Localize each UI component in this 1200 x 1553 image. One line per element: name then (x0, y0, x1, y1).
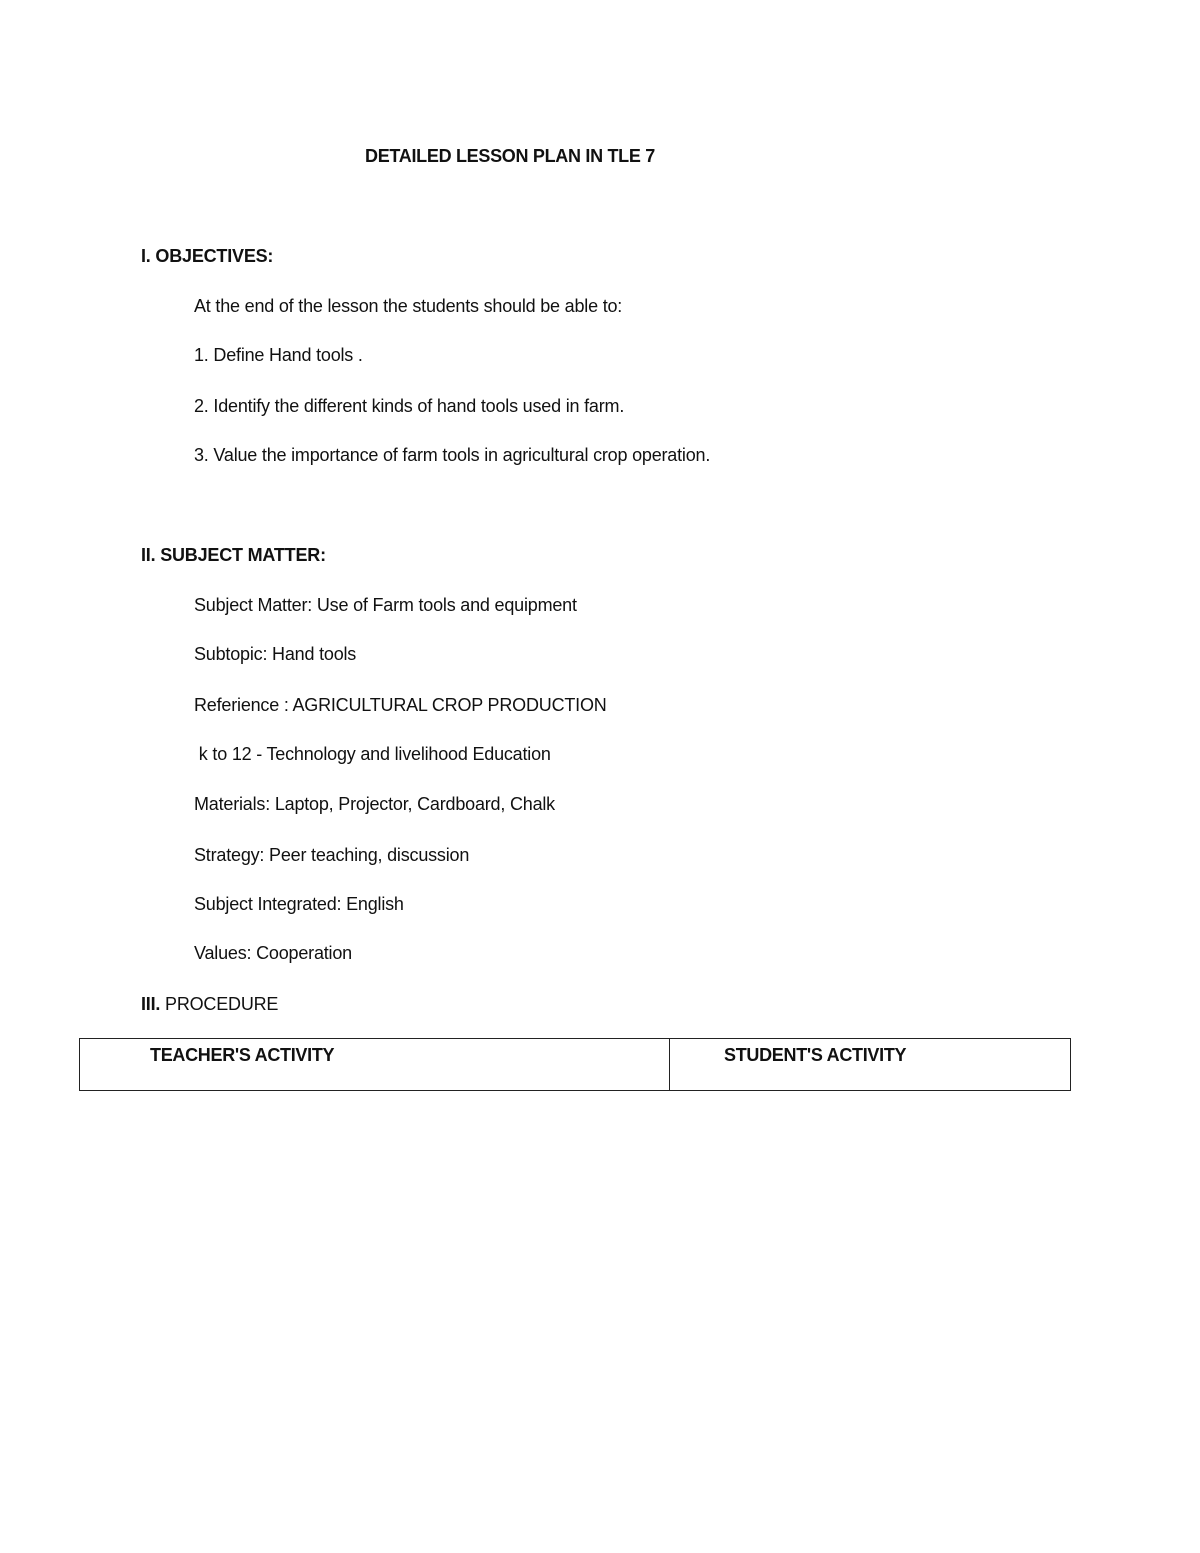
objective-item: 1. Define Hand tools . (194, 345, 363, 365)
objective-item: 2. Identify the different kinds of hand tools used in farm. (194, 396, 625, 416)
materials-line: Materials: Laptop, Projector, Cardboard, Chalk (194, 794, 555, 814)
students-activity-header: STUDENT'S ACTIVITY (670, 1039, 1071, 1091)
teachers-activity-header: TEACHER'S ACTIVITY (80, 1039, 670, 1091)
objective-item: 3. Value the importance of farm tools in agricultural crop operation. (194, 445, 711, 465)
procedure-heading (141, 993, 278, 1015)
subject-matter-heading: II. SUBJECT MATTER: (141, 545, 326, 565)
procedure-table-header-row (80, 1039, 1071, 1091)
values-line: Values: Cooperation (194, 943, 352, 963)
reference-line-2: k to 12 - Technology and livelihood Education (194, 744, 551, 764)
reference-line: Referience : AGRICULTURAL CROP PRODUCTION (194, 695, 607, 715)
procedure-heading-number: III. (141, 994, 161, 1014)
subject-matter-line: Subject Matter: Use of Farm tools and equipment (194, 595, 577, 615)
objectives-intro: At the end of the lesson the students should be able to: (194, 296, 623, 316)
procedure-table (79, 1038, 1071, 1091)
subtopic-line: Subtopic: Hand tools (194, 644, 357, 664)
strategy-line: Strategy: Peer teaching, discussion (194, 845, 470, 865)
subject-integrated-line: Subject Integrated: English (194, 894, 404, 914)
objectives-heading: I. OBJECTIVES: (141, 246, 274, 266)
document-title: DETAILED LESSON PLAN IN TLE 7 (365, 146, 655, 166)
procedure-heading-text: PROCEDURE (160, 994, 279, 1014)
